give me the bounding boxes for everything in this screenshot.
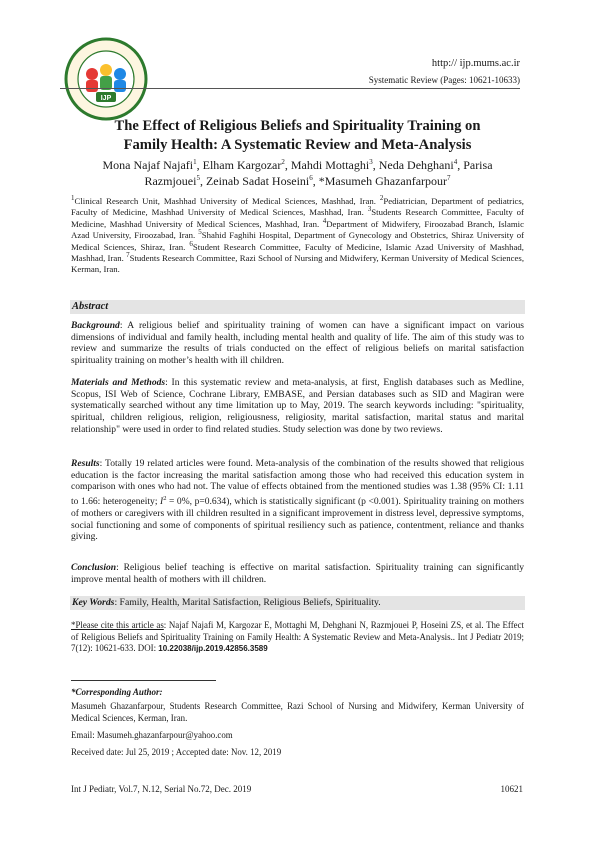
footnote-rule xyxy=(71,680,216,681)
abstract-heading: Abstract xyxy=(70,300,525,314)
author: Mona Najaf Najafi$^1$, xyxy=(102,158,203,172)
keywords: Key Words: Family, Health, Marital Satisfaction, Religious Beliefs, Spirituality. xyxy=(70,596,525,610)
abstract-conclusion: Conclusion: Religious belief teaching is effective on marital satisfaction. Spirituality training can significantly improve mental health of mothers with ill children. xyxy=(71,562,524,585)
footer-citation: Int J Pediatr, Vol.7, N.12, Serial No.72, Dec. 2019 xyxy=(71,784,252,794)
article-title xyxy=(70,117,525,155)
citation: *Please cite this article as: Najaf Najafi M, Kargozar E, Mottaghi M, Dehghani N, Razmjouei P, Hoseini ZS, et al. The Effect of Religious Beliefs and Spirituality Training on Family Health: A Systematic Review and Meta-Analysis.. Int J Pediatr 2019; 7(12): 10621-633. DOI: 10.22038/ijp.2019.42856.3589 xyxy=(71,620,524,654)
svg-text:IJP: IJP xyxy=(100,95,112,102)
author: Parisa Razmjouei$^5$, xyxy=(144,158,493,188)
header-rule xyxy=(60,88,520,89)
corresponding-author-email[interactable]: Email: Masumeh.ghazanfarpour@yahoo.com xyxy=(71,730,233,740)
page-number: 10621 xyxy=(500,784,523,794)
author-list xyxy=(80,157,515,189)
author: Neda Dehghani$^4$, xyxy=(378,158,464,172)
author: Mahdi Mottaghi$^3$, xyxy=(290,158,379,172)
journal-logo-seal xyxy=(60,36,152,122)
journal-url[interactable]: http:// ijp.mums.ac.ir xyxy=(431,58,520,69)
affiliations: $^1$Clinical Research Unit, Mashhad University of Medical Sciences, Mashhad, Iran. $^2$Pediatrician, Department of pediatrics, Faculty of Medicine, Mashhad University of Medical Sciences, Mashhad, Iran. $^3$Students Research Committee, Faculty of Medicine, Mashhad University of Medical Sciences, Mashhad, Iran. $^4$Department of Midwifery, Firoozabad Branch, Islamic Azad University, Firoozabad, Iran. $^5$Shahid Faghihi Hospital, Department of Gynecology and Obstetrics, Shiraz University of Medical Sciences, Shiraz, Iran. $^6$Student Research Committee, Faculty of Medicine, Islamic Azad University of Mashhad, Mashhad, Iran. $^7$Students Research Committee, Razi School of Nursing and Midwifery, Kerman University of Medical Sciences, Kerman, Iran. xyxy=(71,194,525,275)
corresponding-author-address: Masumeh Ghazanfarpour, Students Research Committee, Razi School of Nursing and Midwifery, Kerman University of Medical Sciences, Kerman, Iran. xyxy=(71,701,524,723)
journal-logo xyxy=(60,36,152,122)
abstract-background: Background: A religious belief and spirituality training of women can have a significant impact on various dimensions of individual and family health, including mental health and quality of life. The aim of this study was to review and summarize the results of trials conducted on the effect of religious beliefs on marital satisfaction spirituality training on mother’s health with ill children. xyxy=(71,320,524,367)
received-accepted-dates: Received date: Jul 25, 2019 ; Accepted date: Nov. 12, 2019 xyxy=(71,747,282,757)
title-line-1: The Effect of Religious Beliefs and Spirituality Training on xyxy=(114,118,481,134)
author: *Masumeh Ghazanfarpour$^7$ xyxy=(318,174,451,188)
abstract-methods: Materials and Methods: In this systematic review and meta-analysis, at first, English databases such as Medline, Scopus, ISI Web of Science, Cochrane Library, EMBASE, and Persian databases such as SID and Magiran were systematically searched without any time limitation up to May, 2019. The search keywords including: "spirituality, spiritual, children religious, religion, religiousness, religiosity, marital satisfaction, marital status and marital relationship" were used in order to find related studies. Study selection was done by two reviews. xyxy=(71,377,524,435)
doi-link[interactable]: 10.22038/ijp.2019.42856.3589 xyxy=(158,644,268,654)
title-line-2: Family Health: A Systematic Review and Meta-Analysis xyxy=(123,137,472,153)
author: Zeinab Sadat Hoseini$^6$, xyxy=(205,174,319,188)
author: Elham Kargozar$^2$, xyxy=(202,158,291,172)
article-type-pages: Systematic Review (Pages: 10621-10633) xyxy=(368,75,520,85)
corresponding-author-heading: *Corresponding Author: xyxy=(71,687,163,697)
abstract-results: Results: Totally 19 related articles were found. Meta-analysis of the combination of the results showed that religious education is the factor increasing the marital satisfaction among those who had received this education system in comparison with ones who had not. The value of effects obtained from the mentioned studies was 1.38 (95% CI: 1.11 to 1.66: heterogeneity; $I^2 = 0\%$, p=0.634), which is statistically significant (p <0.001). Spirituality training on mothers of mothers or caregivers with ill children resulted in a significant improvement in distress level, depressive symptoms, social functioning and some of components of spiritual resiliency such as patience, contentment, reliance and thanks giving. xyxy=(71,458,524,543)
